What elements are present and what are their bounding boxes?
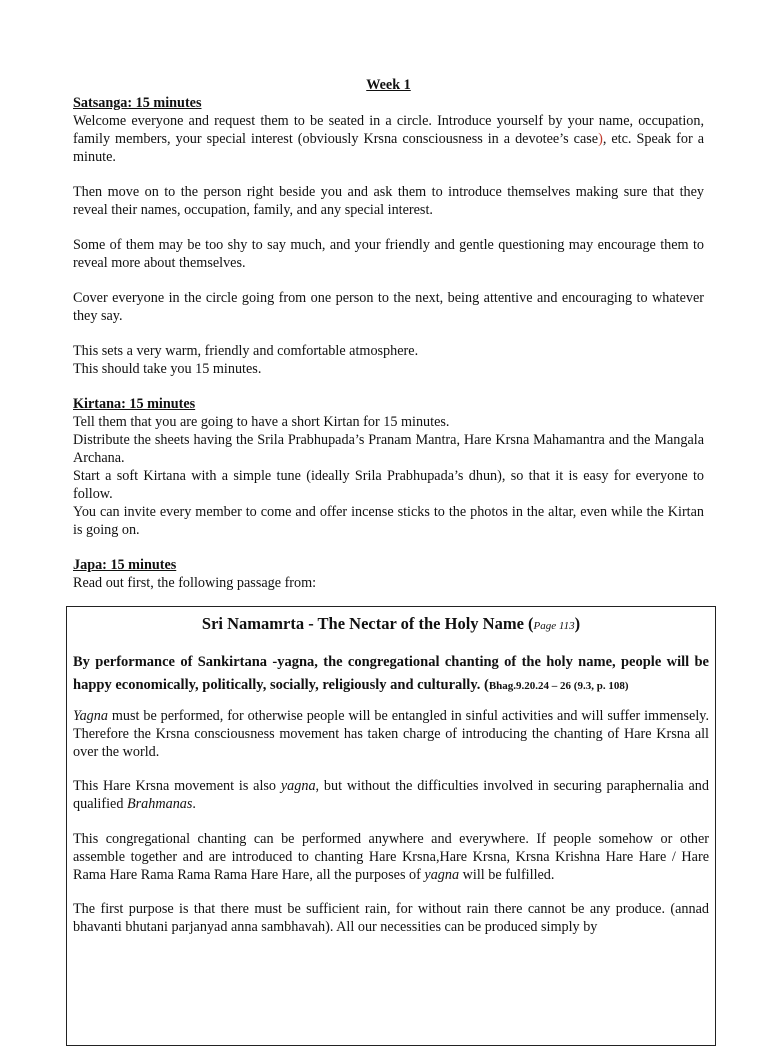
kirtana-paragraph-3: Start a soft Kirtana with a simple tune (ideally Srila Prabhupada’s dhun), so that it is easy for everyone to follow.	[73, 468, 704, 502]
box-p1-text: must be performed, for otherwise people will be entangled in sinful activities and will suffer immensely. Therefore the Krsna consciousness movement has taken charge of introducing the chanting of Hare Krsna all over the world.	[73, 708, 709, 760]
quote-box	[66, 606, 716, 1046]
box-p2-b: , but without the difficulties involved in securing paraphernalia and qualified	[73, 778, 709, 813]
satsanga-p1-text: Welcome everyone and request them to be seated in a circle. Introduce yourself by your name, occupation, family members, your special interest (obviously Krsna consciousness in a devotee’s case	[73, 113, 704, 147]
satsanga-paragraph-4: Cover everyone in the circle going from one person to the next, being attentive and encouraging to whatever they say.	[73, 290, 704, 324]
box-paragraph-3	[73, 831, 709, 884]
box-verse	[73, 651, 709, 698]
satsanga-paragraph-5: This sets a very warm, friendly and comfortable atmosphere.	[73, 343, 419, 359]
box-paragraph-4: The first purpose is that there must be sufficient rain, for without rain there cannot be any produce. (annad bhavanti bhutani parjanyad anna sambhavah). All our necessities can be produced simply by	[73, 901, 709, 936]
box-p2-em1: yagna	[280, 778, 316, 795]
kirtana-paragraph-4: You can invite every member to come and offer incense sticks to the photos in the altar, even while the Kirtan is going on.	[73, 504, 704, 538]
box-paragraph-1	[73, 708, 709, 761]
document-page	[73, 76, 704, 592]
satsanga-paragraph-6: This should take you 15 minutes.	[73, 361, 262, 377]
week-title-text: Week 1	[366, 77, 411, 93]
box-p2-c: .	[192, 796, 196, 813]
box-title-text: Sri Namamrta - The Nectar of the Holy Name (	[201, 614, 534, 633]
box-p1-em: Yagna	[73, 708, 108, 724]
japa-heading: Japa: 15 minutes	[73, 557, 177, 573]
week-title	[73, 76, 704, 94]
box-title	[73, 613, 709, 637]
box-p3-b: will be fulfilled.	[459, 866, 555, 883]
box-p3-a: This congregational chanting can be performed anywhere and everywhere. If people somehow or other assemble together and are introduced to chanting Hare Krsna,Hare Krsna, Krsna Krishna Hare Hare / Hare Rama Hare Rama Rama Rama Hare Hare, all the purposes of	[73, 830, 709, 883]
kirtana-heading: Kirtana: 15 minutes	[73, 396, 196, 412]
box-verse-ref: Bhag.9.20.24 – 26 (9.3, p. 108)	[488, 680, 629, 692]
satsanga-paragraph-3: Some of them may be too shy to say much, and your friendly and gentle questioning may encourage them to reveal more about themselves.	[73, 237, 704, 271]
box-paragraph-2	[73, 778, 709, 814]
box-p2-em2: Brahmanas	[126, 796, 193, 813]
satsanga-paragraph-1	[73, 112, 704, 166]
kirtana-paragraph-1: Tell them that you are going to have a short Kirtan for 15 minutes.	[73, 414, 450, 430]
red-paren: )	[598, 131, 603, 147]
kirtana-paragraph-2: Distribute the sheets having the Srila Prabhupada’s Pranam Mantra, Hare Krsna Mahamantra and the Mangala Archana.	[73, 432, 704, 466]
satsanga-paragraph-2: Then move on to the person right beside you and ask them to introduce themselves making sure that they reveal their names, occupation, family, and any special interest.	[73, 184, 704, 218]
satsanga-p1-end: , etc. Speak for a minute.	[73, 131, 704, 165]
japa-paragraph-1: Read out first, the following passage from:	[73, 575, 317, 591]
box-p2-a: This Hare Krsna movement is also	[73, 778, 281, 795]
box-verse-text: By performance of Sankirtana -yagna, the congregational chanting of the holy name, people will be happy economically, politically, socially, religiously and culturally. (	[73, 654, 709, 693]
box-page-ref: Page 113	[533, 620, 575, 632]
satsanga-heading: Satsanga: 15 minutes	[73, 95, 202, 111]
box-title-close: )	[574, 614, 581, 633]
box-p3-em: yagna	[424, 866, 460, 883]
